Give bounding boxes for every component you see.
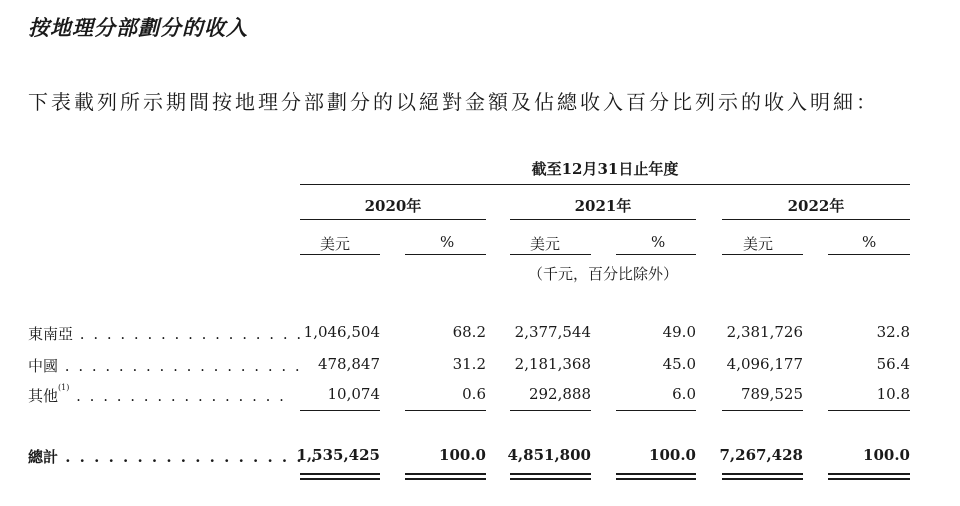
- year-rule-2021: [510, 219, 696, 220]
- cell-value: 1,046,504: [303, 323, 380, 341]
- year-header-2020: 2020年: [364, 197, 422, 215]
- cell-percent: 49.0: [662, 323, 696, 341]
- cell-value: 2,181,368: [514, 355, 591, 373]
- currency-header-2021: 美元: [530, 235, 561, 253]
- row-label: 東南亞: [28, 325, 74, 343]
- currency-header-2022: 美元: [743, 235, 774, 253]
- total-rule: [616, 410, 696, 411]
- period-rule: [300, 184, 910, 185]
- footnote-marker: (1): [58, 383, 70, 392]
- total-percent: 100.0: [439, 446, 486, 464]
- percent-header-2021: %: [651, 233, 666, 251]
- total-percent: 100.0: [863, 446, 910, 464]
- subheader-rule: [722, 254, 803, 255]
- cell-value: 478,847: [317, 355, 380, 373]
- row-label: 其他: [28, 387, 59, 405]
- cell-value: 2,381,726: [726, 323, 803, 341]
- total-rule: [828, 410, 910, 411]
- leader-dots: . . . . . . . . . . . . . . . . .: [73, 325, 304, 343]
- row-label: 中國: [28, 357, 59, 375]
- year-header-2022: 2022年: [787, 197, 845, 215]
- total-value: 1,535,425: [296, 446, 380, 464]
- cell-value: 789,525: [740, 385, 803, 403]
- intro-paragraph: 下表載列所示期間按地理分部劃分的以絕對金額及佔總收入百分比列示的收入明細：: [28, 90, 879, 114]
- total-value: 7,267,428: [719, 446, 803, 464]
- cell-value: 4,096,177: [726, 355, 803, 373]
- cell-percent: 31.2: [452, 355, 486, 373]
- total-label: 總計: [28, 448, 59, 466]
- year-rule-2020: [300, 219, 486, 220]
- total-rule: [300, 410, 380, 411]
- currency-header-2020: 美元: [320, 235, 351, 253]
- cell-percent: 32.8: [876, 323, 910, 341]
- total-rule: [510, 410, 591, 411]
- cell-percent: 45.0: [662, 355, 696, 373]
- cell-value: 10,074: [327, 385, 380, 403]
- subheader-rule: [300, 254, 380, 255]
- percent-header-2020: %: [440, 233, 455, 251]
- leader-dots: . . . . . . . . . . . . . . . .: [69, 387, 286, 405]
- cell-percent: 10.8: [876, 385, 910, 403]
- cell-percent: 6.0: [672, 385, 696, 403]
- total-rule: [405, 410, 486, 411]
- leader-dots: . . . . . . . . . . . . . . . . . .: [58, 357, 302, 375]
- unit-note: （千元，百分比除外）: [527, 265, 678, 283]
- total-rule: [722, 410, 803, 411]
- cell-value: 2,377,544: [514, 323, 591, 341]
- cell-percent: 68.2: [452, 323, 486, 341]
- section-title: 按地理分部劃分的收入: [28, 15, 248, 40]
- subheader-rule: [616, 254, 696, 255]
- cell-percent: 56.4: [876, 355, 910, 373]
- period-header: 截至12月31日止年度: [531, 160, 679, 178]
- subheader-rule: [828, 254, 910, 255]
- leader-dots: . . . . . . . . . . . . . . . . . .: [58, 448, 319, 466]
- percent-header-2022: %: [862, 233, 877, 251]
- year-header-2021: 2021年: [574, 197, 632, 215]
- total-percent: 100.0: [649, 446, 696, 464]
- subheader-rule: [405, 254, 486, 255]
- subheader-rule: [510, 254, 591, 255]
- cell-value: 292,888: [528, 385, 591, 403]
- year-rule-2022: [722, 219, 910, 220]
- cell-percent: 0.6: [462, 385, 486, 403]
- total-value: 4,851,800: [507, 446, 591, 464]
